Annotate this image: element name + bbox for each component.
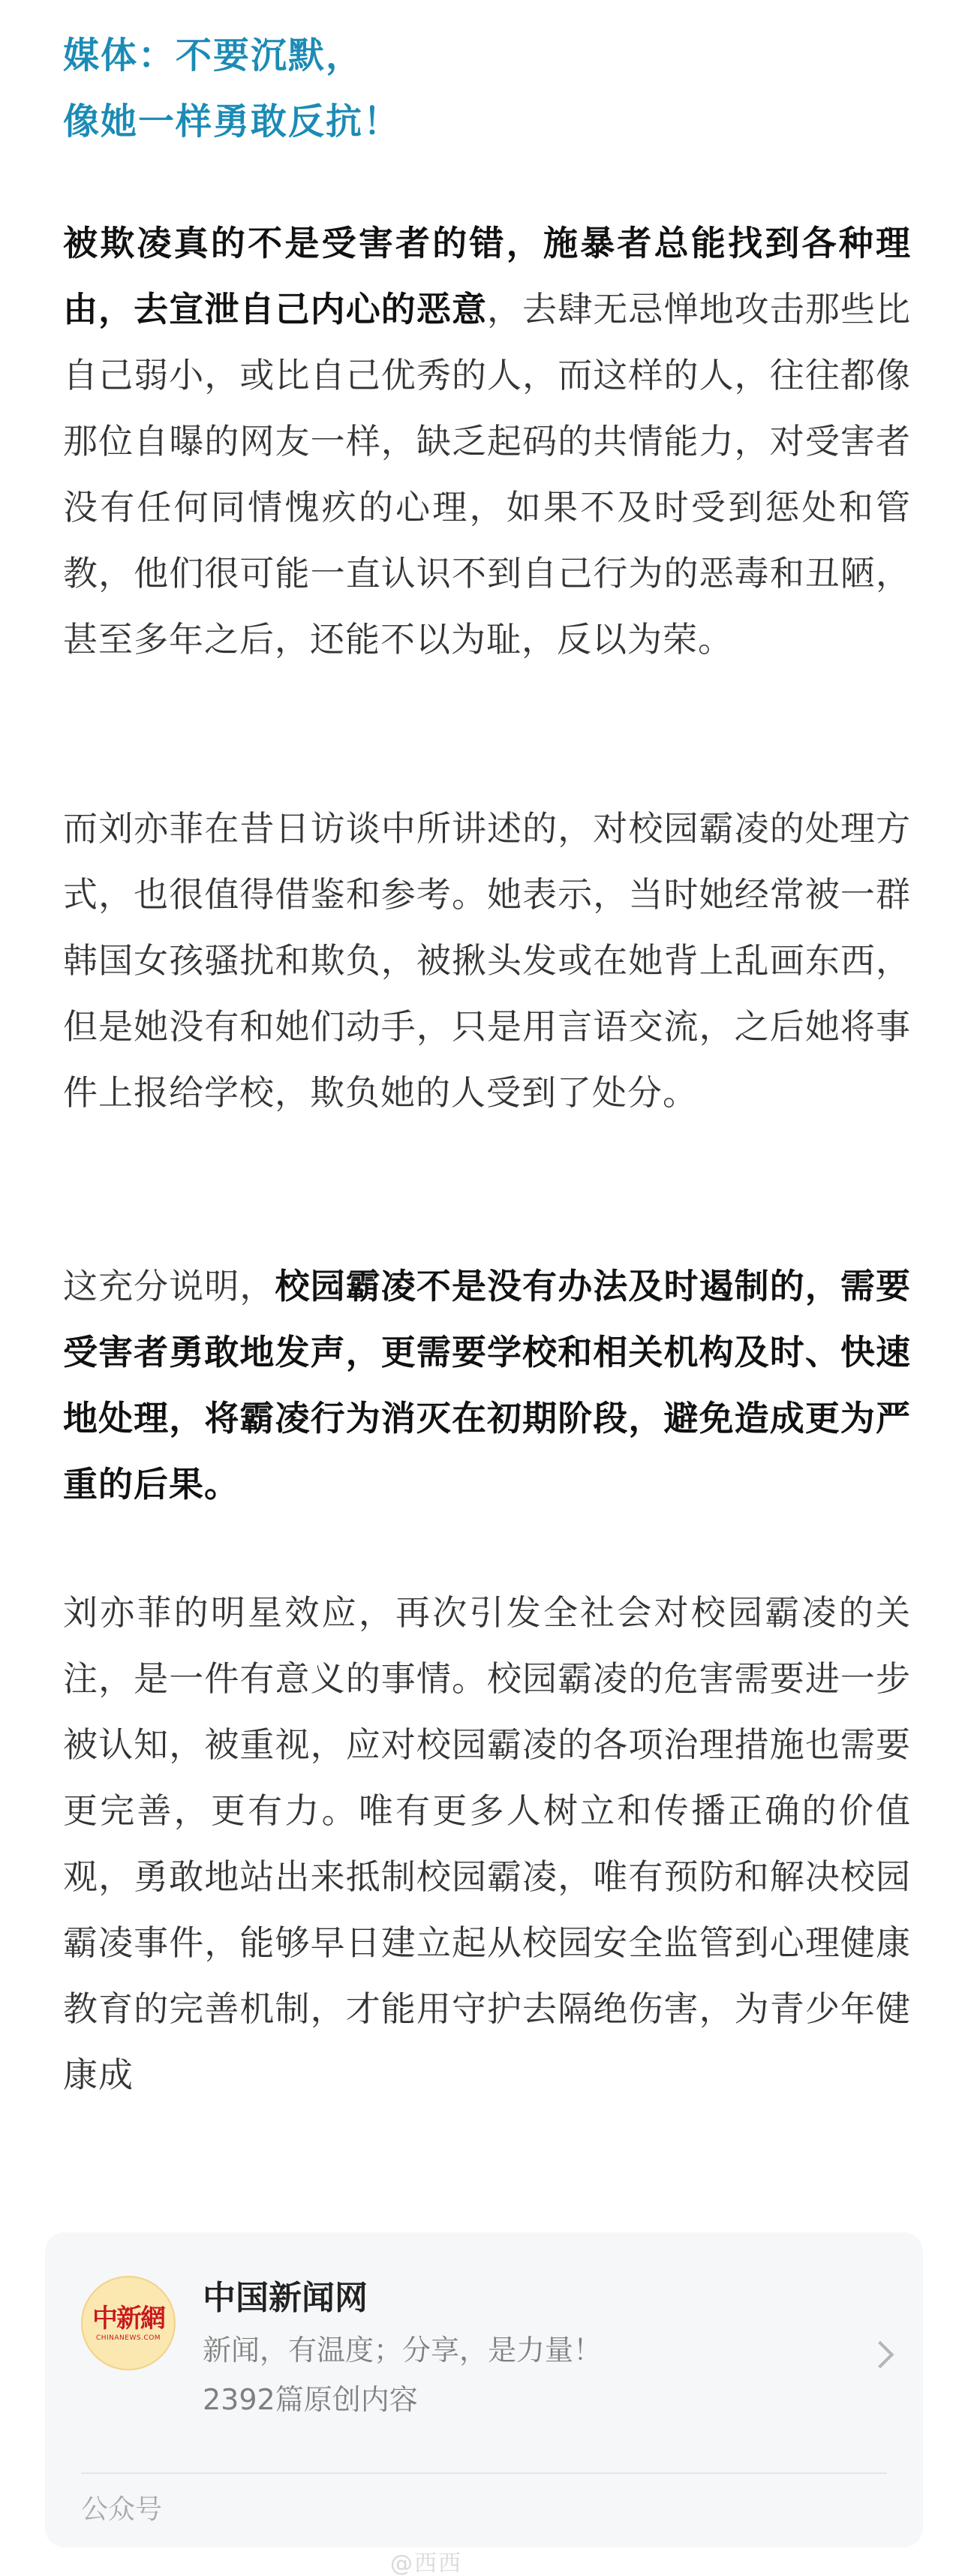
- chevron-right-icon[interactable]: [867, 2341, 894, 2369]
- card-divider: [81, 2472, 887, 2474]
- article-heading: [63, 23, 909, 155]
- paragraph-4: 刘亦菲的明星效应，再次引发全社会对校园霸凌的关注，是一件有意义的事情。校园霸凌的危害需要进一步被认知，被重视，应对校园霸凌的各项治理措施也需要更完善，更有力。唯有更多人树立和传播正确的价值观，勇敢地站出来抵制校园霸凌，唯有预防和解决校园霸凌事件，能够早日建立起从校园安全监管到心理健康教育的完善机制，才能用守护去隔绝伤害，为青少年健康成: [63, 1592, 911, 2095]
- logo-subtext: CHINANEWS.COM: [95, 2334, 161, 2342]
- logo-text: 中新網: [92, 2304, 164, 2334]
- account-slogan: 新闻，有温度；分享，是力量！: [203, 2334, 603, 2367]
- paragraph-1: [63, 210, 911, 672]
- paragraph-3-lead: 这充分说明，: [63, 1266, 275, 1306]
- paragraph-1-rest: ，去肆无忌惮地攻击那些比自己弱小，或比自己优秀的人，而这样的人，往往都像那位自曝的网友一样，缺乏起码的共情能力，对受害者没有任何同情愧疚的心理，如果不及时受到惩处和管教，他们很可能一直认识不到自己行为的恶毒和丑陋，甚至多年之后，还能不以为耻，反以为荣。: [63, 289, 912, 660]
- account-name: 中国新闻网: [203, 2279, 368, 2317]
- account-article-count: 2392篇原创内容: [203, 2383, 418, 2416]
- account-card[interactable]: [45, 2232, 923, 2547]
- watermark: @西西: [390, 2550, 462, 2576]
- paragraph-2: 而刘亦菲在昔日访谈中所讲述的，对校园霸凌的处理方式，也很值得借鉴和参考。她表示，当时她经常被一群韩国女孩骚扰和欺负，被揪头发或在她背上乱画东西，但是她没有和她们动手，只是用言语交流，之后她将事件上报给学校，欺负她的人受到了处分。: [63, 808, 911, 1113]
- heading-line-2: 像她一样勇敢反抗！: [63, 101, 401, 143]
- heading-line-1: 媒体：不要沉默，: [63, 35, 364, 77]
- account-type-label: 公众号: [81, 2494, 163, 2525]
- paragraph-3-bold: 校园霸凌不是没有办法及时遏制的，需要受害者勇敢地发声，更需要学校和相关机构及时、快速地处理，将霸凌行为消灭在初期阶段，避免造成更为严重的后果。: [63, 1266, 912, 1504]
- paragraph-1-bold: 被欺凌真的不是受害者的错，施暴者总能找到各种理由，去宣泄自己内心的恶意: [63, 223, 911, 329]
- paragraph-3: [63, 1253, 911, 1517]
- account-logo: [81, 2276, 176, 2370]
